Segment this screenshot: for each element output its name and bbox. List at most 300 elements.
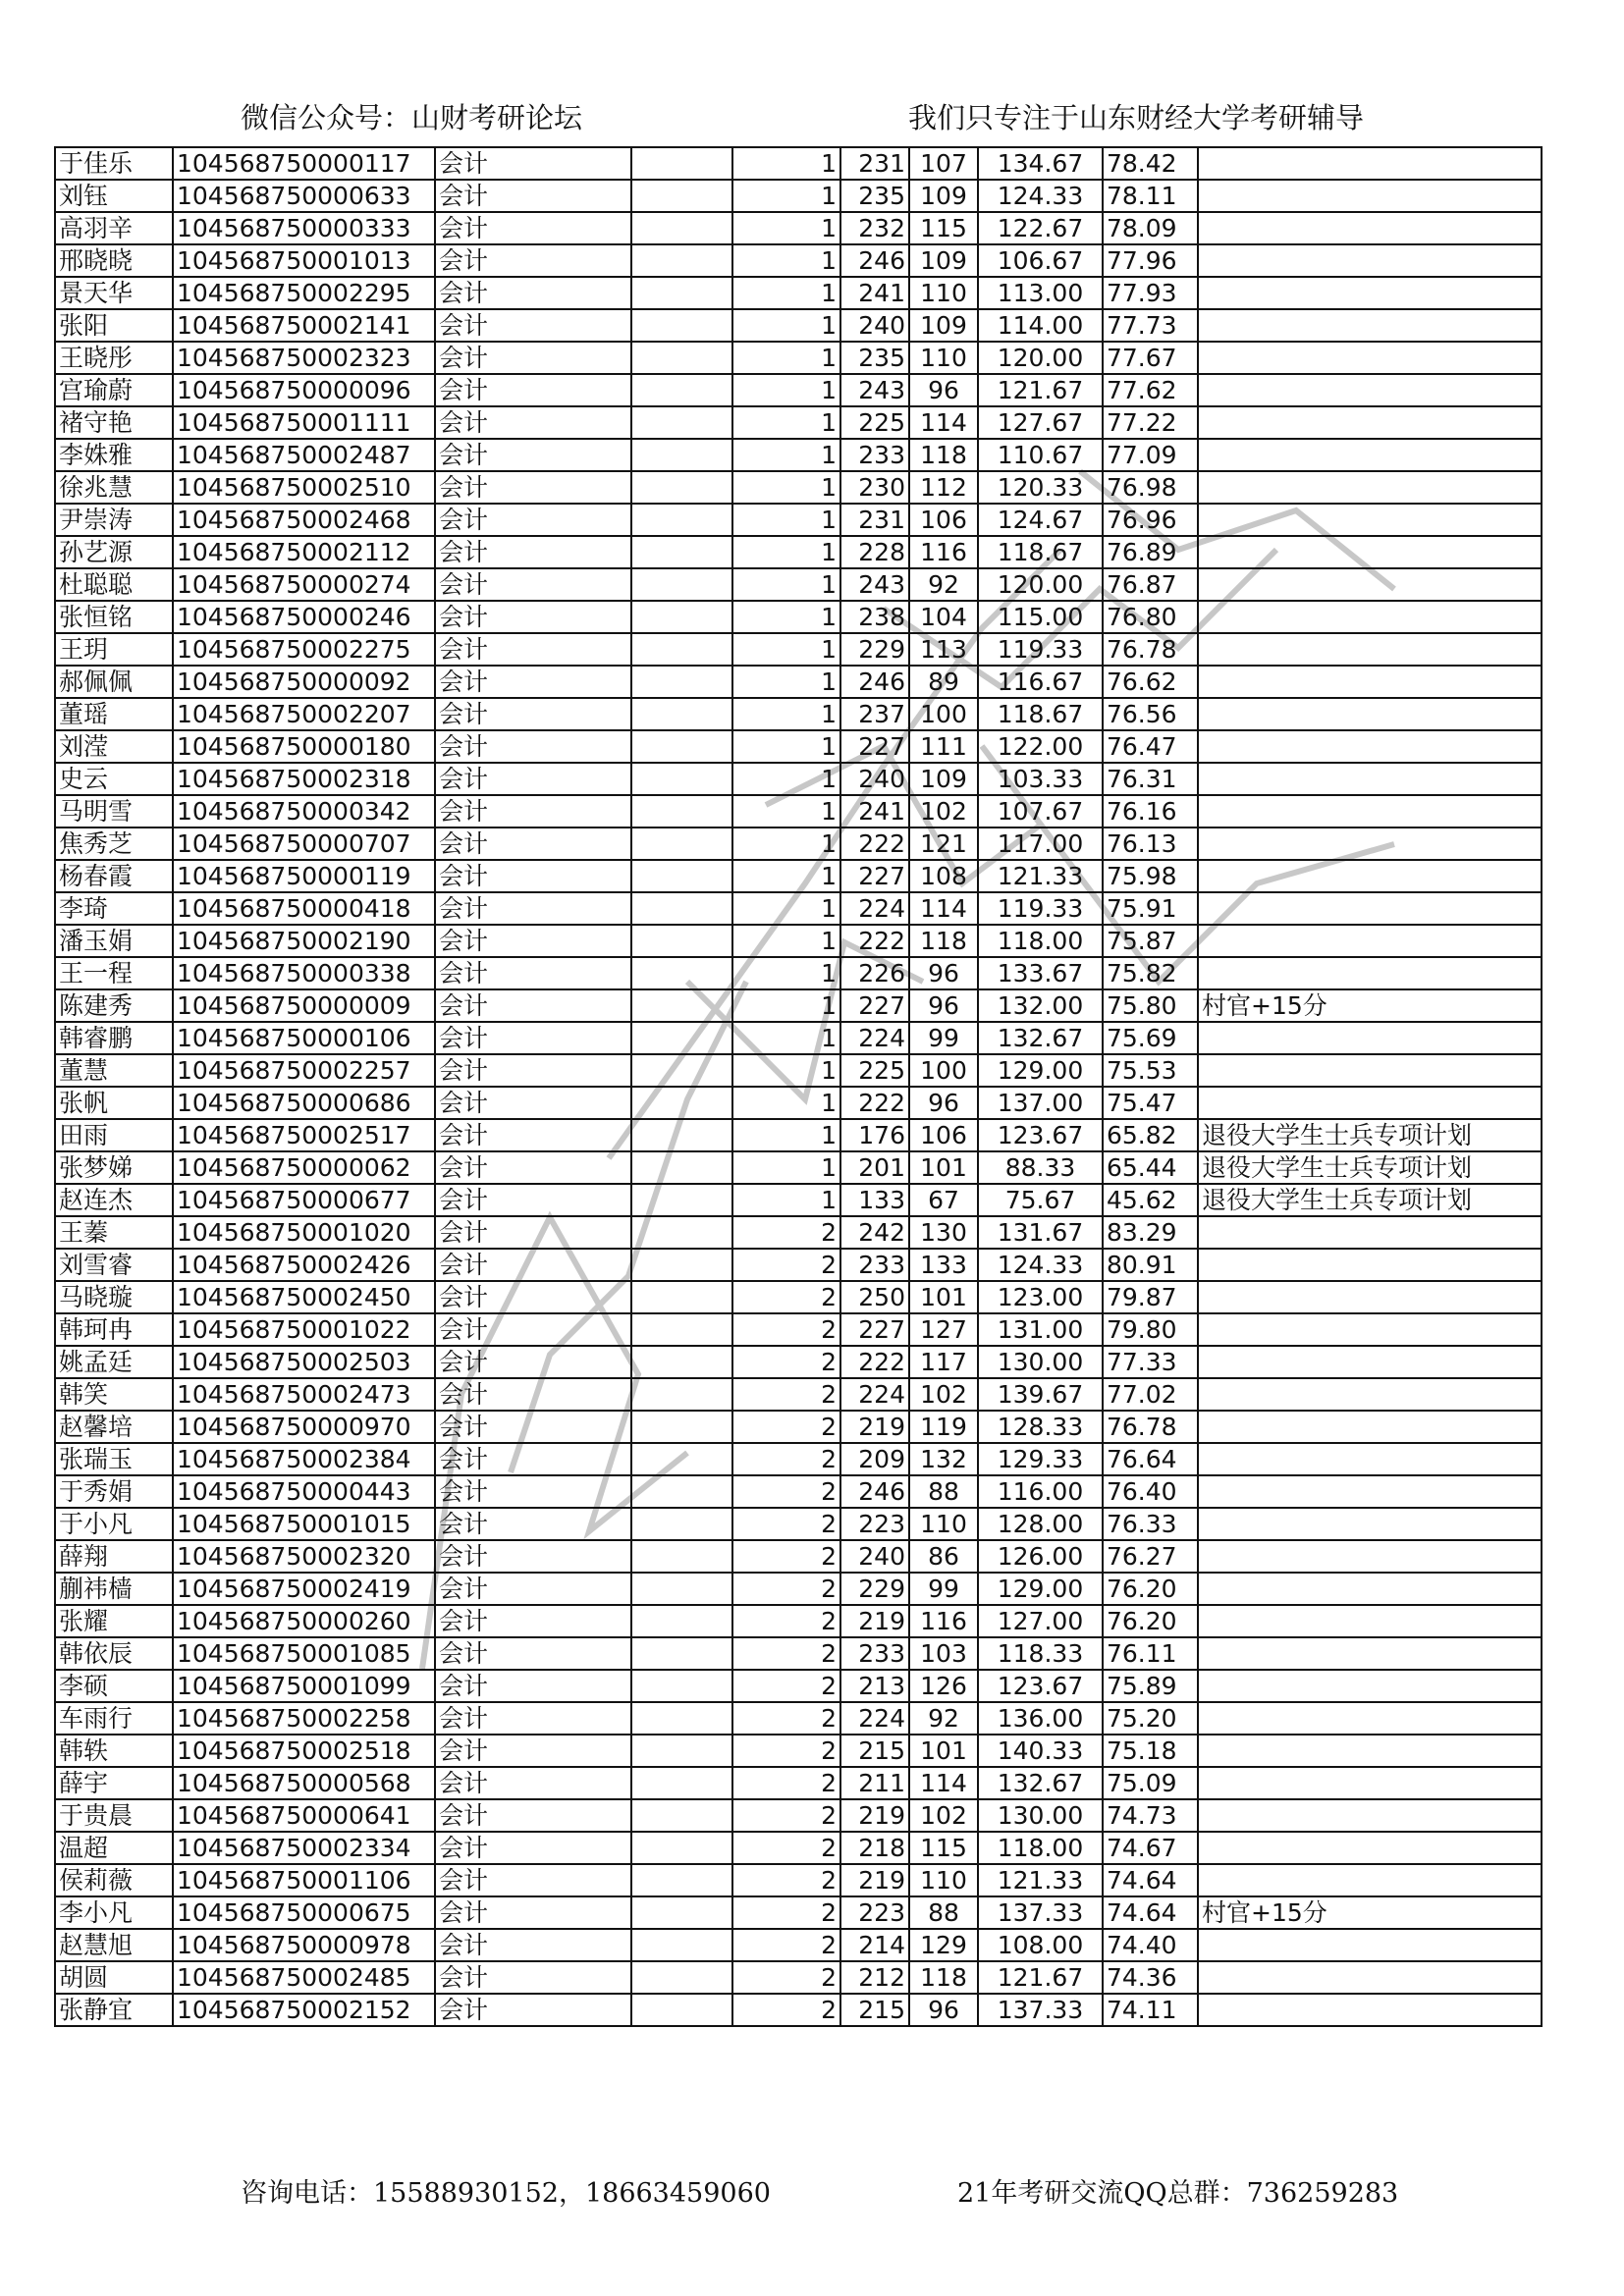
total-cell: 74.36: [1103, 1961, 1198, 1994]
table-row: [55, 1670, 1542, 1702]
score-a-cell: 237: [840, 698, 909, 730]
major-cell: 会计: [435, 1767, 631, 1799]
exam-id-cell: 104568750002517: [173, 1119, 435, 1151]
score-c-cell: 129.33: [978, 1443, 1103, 1475]
table-row: [55, 1411, 1542, 1443]
score-b-cell: 96: [909, 957, 978, 989]
score-c-cell: 124.33: [978, 180, 1103, 212]
major-cell: 会计: [435, 1637, 631, 1670]
name-cell: 焦秀芝: [55, 828, 173, 860]
table-row: [55, 1313, 1542, 1346]
major-cell: 会计: [435, 1670, 631, 1702]
score-a-cell: 232: [840, 212, 909, 244]
major-cell: 会计: [435, 504, 631, 536]
score-c-cell: 124.67: [978, 504, 1103, 536]
remark-cell: [1198, 828, 1542, 860]
total-cell: 74.64: [1103, 1864, 1198, 1896]
exam-id-cell: 104568750002141: [173, 309, 435, 342]
table-row: [55, 1896, 1542, 1929]
name-cell: 董慧: [55, 1054, 173, 1087]
group-cell: 2: [732, 1961, 840, 1994]
blank-cell: [631, 763, 732, 795]
group-cell: 1: [732, 1087, 840, 1119]
score-c-cell: 117.00: [978, 828, 1103, 860]
group-cell: 1: [732, 406, 840, 439]
name-cell: 车雨行: [55, 1702, 173, 1735]
remark-cell: [1198, 1799, 1542, 1832]
major-cell: 会计: [435, 180, 631, 212]
remark-cell: [1198, 1022, 1542, 1054]
exam-id-cell: 104568750002207: [173, 698, 435, 730]
remark-cell: [1198, 601, 1542, 633]
total-cell: 76.20: [1103, 1573, 1198, 1605]
major-cell: 会计: [435, 860, 631, 892]
remark-cell: [1198, 1961, 1542, 1994]
exam-id-cell: 104568750001015: [173, 1508, 435, 1540]
score-c-cell: 133.67: [978, 957, 1103, 989]
group-cell: 2: [732, 1281, 840, 1313]
blank-cell: [631, 989, 732, 1022]
table-row: [55, 1637, 1542, 1670]
remark-cell: [1198, 1929, 1542, 1961]
table-row: [55, 1832, 1542, 1864]
score-b-cell: 116: [909, 536, 978, 568]
exam-id-cell: 104568750000117: [173, 147, 435, 180]
total-cell: 76.47: [1103, 730, 1198, 763]
table-row: [55, 601, 1542, 633]
name-cell: 温超: [55, 1832, 173, 1864]
blank-cell: [631, 892, 732, 925]
remark-cell: [1198, 212, 1542, 244]
score-c-cell: 121.67: [978, 1961, 1103, 1994]
table-row: [55, 1151, 1542, 1184]
score-a-cell: 223: [840, 1508, 909, 1540]
total-cell: 74.40: [1103, 1929, 1198, 1961]
blank-cell: [631, 698, 732, 730]
exam-id-cell: 104568750001020: [173, 1216, 435, 1249]
name-cell: 王玥: [55, 633, 173, 666]
total-cell: 75.53: [1103, 1054, 1198, 1087]
name-cell: 于贵晨: [55, 1799, 173, 1832]
blank-cell: [631, 1573, 732, 1605]
group-cell: 1: [732, 212, 840, 244]
remark-cell: [1198, 277, 1542, 309]
total-cell: 77.93: [1103, 277, 1198, 309]
table-row: [55, 1508, 1542, 1540]
score-c-cell: 130.00: [978, 1346, 1103, 1378]
major-cell: 会计: [435, 1249, 631, 1281]
name-cell: 马明雪: [55, 795, 173, 828]
blank-cell: [631, 633, 732, 666]
exam-id-cell: 104568750002419: [173, 1573, 435, 1605]
score-b-cell: 118: [909, 1961, 978, 1994]
major-cell: 会计: [435, 1929, 631, 1961]
name-cell: 景天华: [55, 277, 173, 309]
exam-id-cell: 104568750002473: [173, 1378, 435, 1411]
remark-cell: [1198, 1087, 1542, 1119]
name-cell: 董瑶: [55, 698, 173, 730]
name-cell: 李硕: [55, 1670, 173, 1702]
blank-cell: [631, 1767, 732, 1799]
group-cell: 2: [732, 1573, 840, 1605]
exam-id-cell: 104568750002323: [173, 342, 435, 374]
score-c-cell: 120.00: [978, 342, 1103, 374]
score-c-cell: 140.33: [978, 1735, 1103, 1767]
name-cell: 赵连杰: [55, 1184, 173, 1216]
blank-cell: [631, 1896, 732, 1929]
header-left-text: 微信公众号：山财考研论坛: [241, 101, 583, 134]
score-a-cell: 231: [840, 504, 909, 536]
exam-id-cell: 104568750002450: [173, 1281, 435, 1313]
score-c-cell: 103.33: [978, 763, 1103, 795]
exam-id-cell: 104568750002152: [173, 1994, 435, 2026]
score-c-cell: 126.00: [978, 1540, 1103, 1573]
score-b-cell: 96: [909, 1087, 978, 1119]
major-cell: 会计: [435, 568, 631, 601]
major-cell: 会计: [435, 633, 631, 666]
major-cell: 会计: [435, 1346, 631, 1378]
table-row: [55, 309, 1542, 342]
total-cell: 75.82: [1103, 957, 1198, 989]
total-cell: 76.33: [1103, 1508, 1198, 1540]
score-a-cell: 238: [840, 601, 909, 633]
remark-cell: [1198, 1994, 1542, 2026]
score-c-cell: 121.67: [978, 374, 1103, 406]
name-cell: 刘钰: [55, 180, 173, 212]
exam-id-cell: 104568750000675: [173, 1896, 435, 1929]
group-cell: 1: [732, 1054, 840, 1087]
blank-cell: [631, 1929, 732, 1961]
blank-cell: [631, 374, 732, 406]
total-cell: 74.73: [1103, 1799, 1198, 1832]
group-cell: 2: [732, 1216, 840, 1249]
remark-cell: [1198, 925, 1542, 957]
total-cell: 76.40: [1103, 1475, 1198, 1508]
score-c-cell: 128.00: [978, 1508, 1103, 1540]
score-c-cell: 137.33: [978, 1994, 1103, 2026]
major-cell: 会计: [435, 277, 631, 309]
group-cell: 1: [732, 666, 840, 698]
exam-id-cell: 104568750001106: [173, 1864, 435, 1896]
total-cell: 78.09: [1103, 212, 1198, 244]
blank-cell: [631, 568, 732, 601]
score-a-cell: 235: [840, 180, 909, 212]
blank-cell: [631, 1249, 732, 1281]
exam-id-cell: 104568750000246: [173, 601, 435, 633]
total-cell: 45.62: [1103, 1184, 1198, 1216]
name-cell: 史云: [55, 763, 173, 795]
score-b-cell: 92: [909, 568, 978, 601]
remark-cell: [1198, 1508, 1542, 1540]
group-cell: 1: [732, 147, 840, 180]
score-c-cell: 118.00: [978, 925, 1103, 957]
score-b-cell: 121: [909, 828, 978, 860]
major-cell: 会计: [435, 1896, 631, 1929]
table-row: [55, 1799, 1542, 1832]
major-cell: 会计: [435, 1119, 631, 1151]
major-cell: 会计: [435, 957, 631, 989]
exam-id-cell: 104568750000260: [173, 1605, 435, 1637]
name-cell: 李姝雅: [55, 439, 173, 471]
major-cell: 会计: [435, 1702, 631, 1735]
name-cell: 王晓彤: [55, 342, 173, 374]
score-b-cell: 104: [909, 601, 978, 633]
exam-id-cell: 104568750002295: [173, 277, 435, 309]
table-row: [55, 1573, 1542, 1605]
exam-id-cell: 104568750000418: [173, 892, 435, 925]
score-b-cell: 107: [909, 147, 978, 180]
group-cell: 1: [732, 795, 840, 828]
blank-cell: [631, 342, 732, 374]
exam-id-cell: 104568750000009: [173, 989, 435, 1022]
score-b-cell: 96: [909, 1994, 978, 2026]
group-cell: 2: [732, 1799, 840, 1832]
score-c-cell: 124.33: [978, 1249, 1103, 1281]
score-a-cell: 240: [840, 1540, 909, 1573]
name-cell: 韩笑: [55, 1378, 173, 1411]
name-cell: 杨春霞: [55, 860, 173, 892]
table-row: [55, 1735, 1542, 1767]
name-cell: 尹崇涛: [55, 504, 173, 536]
table-row: [55, 892, 1542, 925]
score-c-cell: 123.00: [978, 1281, 1103, 1313]
score-b-cell: 102: [909, 1378, 978, 1411]
name-cell: 孙艺源: [55, 536, 173, 568]
name-cell: 于佳乐: [55, 147, 173, 180]
total-cell: 65.44: [1103, 1151, 1198, 1184]
group-cell: 2: [732, 1864, 840, 1896]
table-row: [55, 212, 1542, 244]
total-cell: 75.80: [1103, 989, 1198, 1022]
table-row: [55, 374, 1542, 406]
group-cell: 2: [732, 1896, 840, 1929]
exam-id-cell: 104568750000686: [173, 1087, 435, 1119]
remark-cell: [1198, 1346, 1542, 1378]
exam-id-cell: 104568750002510: [173, 471, 435, 504]
score-a-cell: 209: [840, 1443, 909, 1475]
remark-cell: [1198, 1249, 1542, 1281]
score-c-cell: 119.33: [978, 892, 1103, 925]
name-cell: 韩睿鹏: [55, 1022, 173, 1054]
name-cell: 刘雪睿: [55, 1249, 173, 1281]
score-b-cell: 112: [909, 471, 978, 504]
group-cell: 1: [732, 989, 840, 1022]
score-a-cell: 222: [840, 925, 909, 957]
blank-cell: [631, 860, 732, 892]
remark-cell: [1198, 730, 1542, 763]
score-b-cell: 67: [909, 1184, 978, 1216]
exam-id-cell: 104568750002503: [173, 1346, 435, 1378]
score-a-cell: 215: [840, 1735, 909, 1767]
score-a-cell: 227: [840, 730, 909, 763]
blank-cell: [631, 1605, 732, 1637]
major-cell: 会计: [435, 1864, 631, 1896]
group-cell: 2: [732, 1475, 840, 1508]
score-b-cell: 109: [909, 180, 978, 212]
blank-cell: [631, 1054, 732, 1087]
group-cell: 2: [732, 1378, 840, 1411]
blank-cell: [631, 1281, 732, 1313]
remark-cell: [1198, 1670, 1542, 1702]
group-cell: 2: [732, 1929, 840, 1961]
score-c-cell: 127.67: [978, 406, 1103, 439]
remark-cell: [1198, 1637, 1542, 1670]
major-cell: 会计: [435, 989, 631, 1022]
group-cell: 1: [732, 277, 840, 309]
score-a-cell: 250: [840, 1281, 909, 1313]
name-cell: 张帆: [55, 1087, 173, 1119]
name-cell: 王蓁: [55, 1216, 173, 1249]
score-c-cell: 114.00: [978, 309, 1103, 342]
remark-cell: [1198, 536, 1542, 568]
name-cell: 高羽辛: [55, 212, 173, 244]
table-row: [55, 1994, 1542, 2026]
score-a-cell: 215: [840, 1994, 909, 2026]
table-row: [55, 471, 1542, 504]
table-row: [55, 828, 1542, 860]
score-a-cell: 201: [840, 1151, 909, 1184]
score-b-cell: 100: [909, 1054, 978, 1087]
remark-cell: [1198, 1767, 1542, 1799]
exam-id-cell: 104568750002485: [173, 1961, 435, 1994]
remark-cell: 退役大学生士兵专项计划: [1198, 1184, 1542, 1216]
remark-cell: [1198, 1735, 1542, 1767]
remark-cell: [1198, 633, 1542, 666]
group-cell: 1: [732, 957, 840, 989]
score-b-cell: 101: [909, 1281, 978, 1313]
score-b-cell: 106: [909, 1119, 978, 1151]
total-cell: 76.56: [1103, 698, 1198, 730]
group-cell: 1: [732, 1022, 840, 1054]
score-c-cell: 131.00: [978, 1313, 1103, 1346]
blank-cell: [631, 1735, 732, 1767]
score-c-cell: 132.67: [978, 1022, 1103, 1054]
remark-cell: [1198, 147, 1542, 180]
score-c-cell: 110.67: [978, 439, 1103, 471]
major-cell: 会计: [435, 1443, 631, 1475]
group-cell: 1: [732, 180, 840, 212]
table-row: [55, 1929, 1542, 1961]
remark-cell: [1198, 1605, 1542, 1637]
blank-cell: [631, 1832, 732, 1864]
score-a-cell: 133: [840, 1184, 909, 1216]
major-cell: 会计: [435, 374, 631, 406]
table-row: [55, 633, 1542, 666]
score-b-cell: 109: [909, 309, 978, 342]
score-b-cell: 102: [909, 1799, 978, 1832]
exam-id-cell: 104568750000342: [173, 795, 435, 828]
table-row: [55, 406, 1542, 439]
blank-cell: [631, 1475, 732, 1508]
score-c-cell: 115.00: [978, 601, 1103, 633]
score-a-cell: 243: [840, 568, 909, 601]
remark-cell: [1198, 1313, 1542, 1346]
major-cell: 会计: [435, 342, 631, 374]
major-cell: 会计: [435, 1475, 631, 1508]
major-cell: 会计: [435, 1605, 631, 1637]
remark-cell: [1198, 406, 1542, 439]
score-a-cell: 243: [840, 374, 909, 406]
remark-cell: [1198, 1378, 1542, 1411]
major-cell: 会计: [435, 244, 631, 277]
exam-id-cell: 104568750002518: [173, 1735, 435, 1767]
total-cell: 77.22: [1103, 406, 1198, 439]
major-cell: 会计: [435, 406, 631, 439]
blank-cell: [631, 1799, 732, 1832]
exam-id-cell: 104568750000274: [173, 568, 435, 601]
exam-id-cell: 104568750000568: [173, 1767, 435, 1799]
score-c-cell: 127.00: [978, 1605, 1103, 1637]
exam-id-cell: 104568750000119: [173, 860, 435, 892]
table-row: [55, 1864, 1542, 1896]
total-cell: 75.87: [1103, 925, 1198, 957]
total-cell: 74.67: [1103, 1832, 1198, 1864]
score-a-cell: 231: [840, 147, 909, 180]
major-cell: 会计: [435, 1151, 631, 1184]
group-cell: 1: [732, 1151, 840, 1184]
total-cell: 76.64: [1103, 1443, 1198, 1475]
score-c-cell: 123.67: [978, 1119, 1103, 1151]
group-cell: 1: [732, 860, 840, 892]
remark-cell: [1198, 342, 1542, 374]
exam-id-cell: 104568750000707: [173, 828, 435, 860]
name-cell: 韩轶: [55, 1735, 173, 1767]
remark-cell: 退役大学生士兵专项计划: [1198, 1151, 1542, 1184]
table-row: [55, 1346, 1542, 1378]
group-cell: 2: [732, 1767, 840, 1799]
table-row: [55, 1961, 1542, 1994]
blank-cell: [631, 1313, 732, 1346]
blank-cell: [631, 1864, 732, 1896]
exam-id-cell: 104568750000978: [173, 1929, 435, 1961]
score-b-cell: 99: [909, 1022, 978, 1054]
remark-cell: [1198, 568, 1542, 601]
major-cell: 会计: [435, 1054, 631, 1087]
name-cell: 赵馨培: [55, 1411, 173, 1443]
total-cell: 76.87: [1103, 568, 1198, 601]
footer-qq-text: 21年考研交流QQ总群：736259283: [957, 2178, 1399, 2209]
score-b-cell: 115: [909, 212, 978, 244]
major-cell: 会计: [435, 1832, 631, 1864]
major-cell: 会计: [435, 1540, 631, 1573]
name-cell: 张耀: [55, 1605, 173, 1637]
score-b-cell: 129: [909, 1929, 978, 1961]
blank-cell: [631, 147, 732, 180]
total-cell: 76.96: [1103, 504, 1198, 536]
name-cell: 李小凡: [55, 1896, 173, 1929]
score-a-cell: 240: [840, 763, 909, 795]
major-cell: 会计: [435, 1022, 631, 1054]
score-a-cell: 229: [840, 633, 909, 666]
major-cell: 会计: [435, 1961, 631, 1994]
remark-cell: [1198, 957, 1542, 989]
major-cell: 会计: [435, 309, 631, 342]
score-c-cell: 137.00: [978, 1087, 1103, 1119]
remark-cell: [1198, 374, 1542, 406]
exam-id-cell: 104568750002112: [173, 536, 435, 568]
exam-id-cell: 104568750002334: [173, 1832, 435, 1864]
major-cell: 会计: [435, 471, 631, 504]
group-cell: 1: [732, 1119, 840, 1151]
table-row: [55, 1022, 1542, 1054]
score-b-cell: 114: [909, 406, 978, 439]
score-b-cell: 115: [909, 1832, 978, 1864]
name-cell: 张瑞玉: [55, 1443, 173, 1475]
table-row: [55, 698, 1542, 730]
blank-cell: [631, 471, 732, 504]
score-b-cell: 110: [909, 1864, 978, 1896]
score-b-cell: 118: [909, 439, 978, 471]
